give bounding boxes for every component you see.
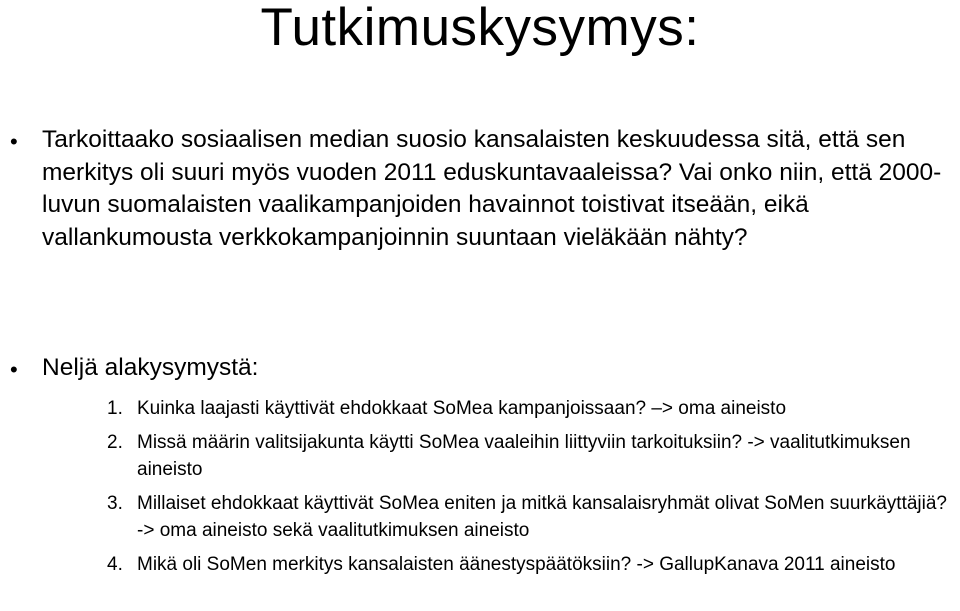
- list-item: [107, 551, 957, 578]
- list-item: [107, 395, 957, 422]
- list-item-text: Kuinka laajasti käyttivät ehdokkaat SoMea kampanjoissaan? –> oma aineisto: [137, 398, 787, 419]
- research-question-text: Tarkoittaako sosiaalisen median suosio kansalaisten keskuudessa sitä, että sen merkitys oli suuri myös vuoden 2011 eduskuntavaaleissa? Vai onko niin, että 2000-luvun suomalaisten vaalikampanjoiden havainnot toistivat itseään, eikä vallankumousta verkkokampanjoinnin suuntaan vieläkään nähty?: [42, 126, 942, 251]
- list-item-number: 1.: [107, 398, 123, 419]
- list-item-number: 2.: [107, 432, 123, 453]
- bullet-icon: •: [10, 129, 18, 154]
- slide-title: Tutkimuskysymys:: [260, 0, 700, 57]
- bullet-icon: •: [10, 357, 18, 382]
- list-item-text: Missä määrin valitsijakunta käytti SoMea vaaleihin liittyviin tarkoituksiin? -> vaalitutkimuksen aineisto: [137, 432, 911, 480]
- subquestions-heading: Neljä alakysymystä:: [42, 354, 259, 381]
- list-item-text: Millaiset ehdokkaat käyttivät SoMea eniten ja mitkä kansalaisryhmät olivat SoMen suurkäyttäjiä? -> oma aineisto sekä vaalitutkimuksen aineisto: [137, 493, 947, 541]
- list-item: [107, 490, 957, 544]
- list-item-text: Mikä oli SoMen merkitys kansalaisten äänestyspäätöksiin? -> GallupKanava 2011 aineisto: [137, 554, 896, 575]
- subquestion-list: [107, 395, 957, 585]
- list-item-number: 4.: [107, 554, 123, 575]
- list-item-number: 3.: [107, 493, 123, 514]
- list-item: [107, 429, 957, 483]
